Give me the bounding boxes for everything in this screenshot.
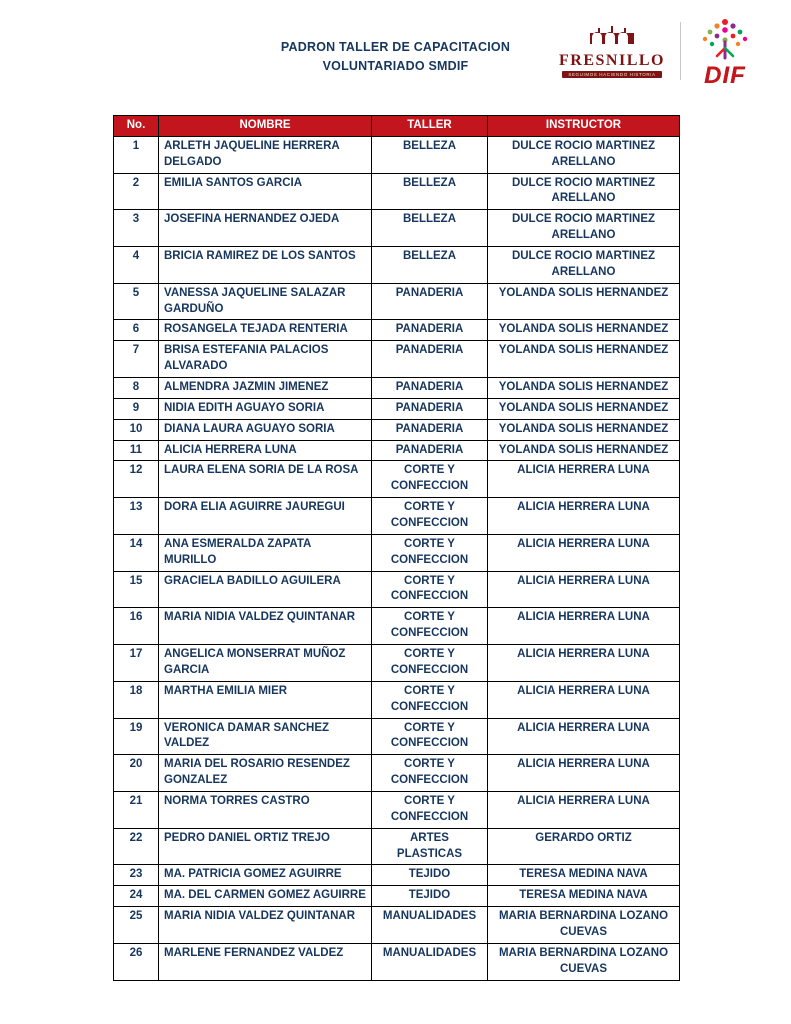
cell-taller: CORTE Y CONFECCION	[372, 461, 488, 498]
cell-nombre: MARIA NIDIA VALDEZ QUINTANAR	[159, 608, 372, 645]
cell-taller: TEJIDO	[372, 865, 488, 886]
cell-nombre: NIDIA EDITH AGUAYO SORIA	[159, 398, 372, 419]
cell-taller: ARTES PLASTICAS	[372, 828, 488, 865]
cell-taller: PANADERIA	[372, 398, 488, 419]
logo-group	[556, 16, 757, 87]
fresnillo-tagline: SEGUIMOS HACIENDO HISTORIA	[562, 71, 661, 78]
cell-no: 2	[114, 173, 159, 210]
title-line-2: VOLUNTARIADO SMDIF	[322, 59, 469, 74]
cell-taller: PANADERIA	[372, 378, 488, 399]
cell-nombre: MA. PATRICIA GOMEZ AGUIRRE	[159, 865, 372, 886]
cell-taller: PANADERIA	[372, 283, 488, 320]
cell-taller: CORTE Y CONFECCION	[372, 681, 488, 718]
cell-no: 5	[114, 283, 159, 320]
cell-nombre: ROSANGELA TEJADA RENTERIA	[159, 320, 372, 341]
table-row	[114, 718, 680, 755]
table-row	[114, 828, 680, 865]
table-row	[114, 608, 680, 645]
table-header	[114, 116, 680, 137]
cell-nombre: MARIA NIDIA VALDEZ QUINTANAR	[159, 907, 372, 944]
cell-taller: CORTE Y CONFECCION	[372, 791, 488, 828]
cell-instructor: DULCE ROCIO MARTINEZ ARELLANO	[488, 210, 680, 247]
table-row	[114, 571, 680, 608]
cell-instructor: ALICIA HERRERA LUNA	[488, 645, 680, 682]
cell-taller: BELLEZA	[372, 210, 488, 247]
table-row	[114, 440, 680, 461]
table-row	[114, 378, 680, 399]
cell-nombre: NORMA TORRES CASTRO	[159, 791, 372, 828]
cell-instructor: MARIA BERNARDINA LOZANO CUEVAS	[488, 943, 680, 980]
cell-no: 6	[114, 320, 159, 341]
fresnillo-logo	[556, 25, 668, 78]
cell-no: 21	[114, 791, 159, 828]
cell-nombre: ALMENDRA JAZMIN JIMENEZ	[159, 378, 372, 399]
column-header-taller: TALLER	[372, 116, 488, 137]
cell-nombre: MA. DEL CARMEN GOMEZ AGUIRRE	[159, 886, 372, 907]
cell-no: 13	[114, 498, 159, 535]
table-row	[114, 419, 680, 440]
cell-instructor: YOLANDA SOLIS HERNANDEZ	[488, 320, 680, 341]
column-header-no: No.	[114, 116, 159, 137]
cell-no: 17	[114, 645, 159, 682]
document-header	[0, 0, 791, 112]
fresnillo-wordmark: FRESNILLO	[559, 51, 665, 69]
cell-instructor: DULCE ROCIO MARTINEZ ARELLANO	[488, 173, 680, 210]
cell-no: 8	[114, 378, 159, 399]
cell-no: 1	[114, 136, 159, 173]
cell-instructor: ALICIA HERRERA LUNA	[488, 755, 680, 792]
table-row	[114, 247, 680, 284]
table-row	[114, 907, 680, 944]
cell-no: 14	[114, 534, 159, 571]
cell-taller: CORTE Y CONFECCION	[372, 571, 488, 608]
cell-nombre: ALICIA HERRERA LUNA	[159, 440, 372, 461]
cell-no: 22	[114, 828, 159, 865]
cell-nombre: VANESSA JAQUELINE SALAZAR GARDUÑO	[159, 283, 372, 320]
cell-no: 9	[114, 398, 159, 419]
cell-nombre: BRICIA RAMIREZ DE LOS SANTOS	[159, 247, 372, 284]
bridge-icon	[588, 25, 636, 50]
cell-nombre: VERONICA DAMAR SANCHEZ VALDEZ	[159, 718, 372, 755]
cell-no: 4	[114, 247, 159, 284]
cell-instructor: YOLANDA SOLIS HERNANDEZ	[488, 341, 680, 378]
cell-taller: CORTE Y CONFECCION	[372, 534, 488, 571]
table-row	[114, 498, 680, 535]
logo-divider	[680, 22, 681, 80]
cell-taller: PANADERIA	[372, 341, 488, 378]
table-row	[114, 341, 680, 378]
cell-nombre: MARTHA EMILIA MIER	[159, 681, 372, 718]
column-header-instructor: INSTRUCTOR	[488, 116, 680, 137]
cell-instructor: TERESA MEDINA NAVA	[488, 865, 680, 886]
table-row	[114, 398, 680, 419]
table-row	[114, 210, 680, 247]
table-row	[114, 645, 680, 682]
cell-instructor: ALICIA HERRERA LUNA	[488, 681, 680, 718]
cell-instructor: YOLANDA SOLIS HERNANDEZ	[488, 419, 680, 440]
cell-no: 11	[114, 440, 159, 461]
table-row	[114, 136, 680, 173]
cell-instructor: ALICIA HERRERA LUNA	[488, 718, 680, 755]
cell-nombre: ARLETH JAQUELINE HERRERA DELGADO	[159, 136, 372, 173]
cell-taller: CORTE Y CONFECCION	[372, 718, 488, 755]
cell-nombre: EMILIA SANTOS GARCIA	[159, 173, 372, 210]
cell-taller: MANUALIDADES	[372, 943, 488, 980]
cell-no: 23	[114, 865, 159, 886]
cell-instructor: GERARDO ORTIZ	[488, 828, 680, 865]
cell-taller: CORTE Y CONFECCION	[372, 498, 488, 535]
roster-table-container	[113, 115, 679, 981]
cell-instructor: ALICIA HERRERA LUNA	[488, 534, 680, 571]
cell-instructor: MARIA BERNARDINA LOZANO CUEVAS	[488, 907, 680, 944]
cell-taller: PANADERIA	[372, 419, 488, 440]
cell-nombre: BRISA ESTEFANIA PALACIOS ALVARADO	[159, 341, 372, 378]
cell-instructor: YOLANDA SOLIS HERNANDEZ	[488, 440, 680, 461]
cell-instructor: YOLANDA SOLIS HERNANDEZ	[488, 398, 680, 419]
dif-logo	[693, 16, 757, 87]
cell-taller: PANADERIA	[372, 440, 488, 461]
table-row	[114, 461, 680, 498]
table-row	[114, 320, 680, 341]
cell-taller: BELLEZA	[372, 136, 488, 173]
cell-no: 10	[114, 419, 159, 440]
cell-taller: BELLEZA	[372, 173, 488, 210]
cell-nombre: JOSEFINA HERNANDEZ OJEDA	[159, 210, 372, 247]
dif-tree-icon	[697, 16, 753, 65]
cell-instructor: TERESA MEDINA NAVA	[488, 886, 680, 907]
cell-taller: CORTE Y CONFECCION	[372, 608, 488, 645]
cell-nombre: MARIA DEL ROSARIO RESENDEZ GONZALEZ	[159, 755, 372, 792]
header-row	[114, 116, 680, 137]
cell-instructor: DULCE ROCIO MARTINEZ ARELLANO	[488, 136, 680, 173]
table-row	[114, 283, 680, 320]
cell-nombre: ANA ESMERALDA ZAPATA MURILLO	[159, 534, 372, 571]
cell-no: 7	[114, 341, 159, 378]
cell-nombre: GRACIELA BADILLO AGUILERA	[159, 571, 372, 608]
cell-taller: MANUALIDADES	[372, 907, 488, 944]
cell-no: 24	[114, 886, 159, 907]
table-body	[114, 136, 680, 980]
table-row	[114, 791, 680, 828]
cell-nombre: MARLENE FERNANDEZ VALDEZ	[159, 943, 372, 980]
column-header-nombre: NOMBRE	[159, 116, 372, 137]
cell-instructor: ALICIA HERRERA LUNA	[488, 791, 680, 828]
cell-taller: CORTE Y CONFECCION	[372, 755, 488, 792]
cell-taller: CORTE Y CONFECCION	[372, 645, 488, 682]
table-row	[114, 865, 680, 886]
cell-nombre: LAURA ELENA SORIA DE LA ROSA	[159, 461, 372, 498]
table-row	[114, 681, 680, 718]
cell-no: 26	[114, 943, 159, 980]
cell-instructor: ALICIA HERRERA LUNA	[488, 571, 680, 608]
cell-nombre: ANGELICA MONSERRAT MUÑOZ GARCIA	[159, 645, 372, 682]
cell-no: 19	[114, 718, 159, 755]
cell-instructor: ALICIA HERRERA LUNA	[488, 498, 680, 535]
cell-instructor: DULCE ROCIO MARTINEZ ARELLANO	[488, 247, 680, 284]
cell-no: 20	[114, 755, 159, 792]
table-row	[114, 173, 680, 210]
table-row	[114, 534, 680, 571]
cell-nombre: DORA ELIA AGUIRRE JAUREGUI	[159, 498, 372, 535]
cell-no: 18	[114, 681, 159, 718]
cell-no: 15	[114, 571, 159, 608]
cell-instructor: YOLANDA SOLIS HERNANDEZ	[488, 283, 680, 320]
cell-nombre: PEDRO DANIEL ORTIZ TREJO	[159, 828, 372, 865]
table-row	[114, 886, 680, 907]
cell-taller: TEJIDO	[372, 886, 488, 907]
cell-instructor: ALICIA HERRERA LUNA	[488, 608, 680, 645]
roster-table	[113, 115, 680, 981]
title-line-1: PADRON TALLER DE CAPACITACION	[280, 40, 511, 54]
cell-nombre: DIANA LAURA AGUAYO SORIA	[159, 419, 372, 440]
table-row	[114, 755, 680, 792]
cell-taller: PANADERIA	[372, 320, 488, 341]
cell-no: 3	[114, 210, 159, 247]
cell-no: 25	[114, 907, 159, 944]
table-row	[114, 943, 680, 980]
cell-instructor: ALICIA HERRERA LUNA	[488, 461, 680, 498]
cell-taller: BELLEZA	[372, 247, 488, 284]
dif-wordmark: DIF	[704, 62, 746, 89]
cell-instructor: YOLANDA SOLIS HERNANDEZ	[488, 378, 680, 399]
cell-no: 16	[114, 608, 159, 645]
cell-no: 12	[114, 461, 159, 498]
